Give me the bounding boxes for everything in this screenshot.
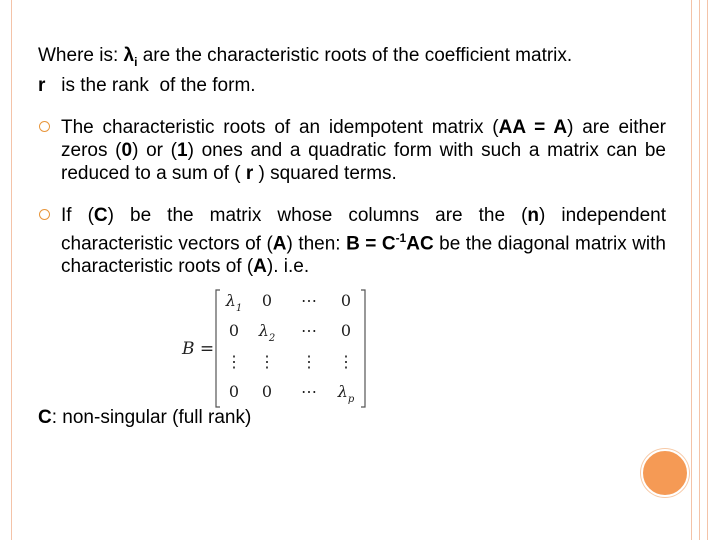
slide-content	[38, 44, 666, 297]
footer-note: C: non-singular (full rank)	[38, 407, 252, 428]
definition-lambda: Where is: $\lambda_i$ are the characteristic roots of the coefficient matrix.	[38, 45, 573, 69]
matrix-cells	[225, 291, 355, 405]
right-bracket	[361, 290, 365, 407]
bullet-diagonalization: If (C) be the matrix whose columns are the (n) independent characteristic vectors of (A) then: $B = C^{-1}AC$ be the diagonal matrix with characteristic roots of (A). i.e.	[38, 204, 666, 278]
left-bracket	[216, 290, 220, 407]
frame-line-right-mid	[699, 0, 700, 540]
circle-bullet-icon	[39, 209, 50, 220]
matrix-cell: ⋯	[301, 321, 317, 340]
matrix-cell: $\lambda_p$	[337, 382, 355, 405]
matrix-cell: ⋮	[301, 352, 317, 371]
matrix-cell: 0	[340, 321, 352, 340]
matrix-lhs: B =	[182, 339, 215, 359]
matrix-cell: 0	[228, 321, 240, 340]
matrix-cell: $\lambda_1$	[225, 291, 243, 314]
matrix-cell: ⋮	[259, 352, 275, 371]
definition-rank: r is the rank of the form.	[38, 74, 256, 96]
matrix-cell: ⋯	[301, 382, 317, 401]
matrix-cell: $\lambda_2$	[258, 321, 276, 344]
circle-bullet-icon	[39, 121, 50, 132]
matrix-cell: ⋮	[226, 352, 242, 371]
matrix-cell: ⋯	[301, 291, 317, 310]
frame-line-right-inner	[691, 0, 692, 540]
diagonal-matrix	[176, 283, 376, 413]
matrix-cell: 0	[340, 291, 352, 310]
matrix-cell: 0	[261, 291, 273, 310]
decorative-circle	[641, 449, 689, 497]
frame-line-left	[11, 0, 12, 540]
matrix-cell: ⋮	[338, 352, 354, 371]
matrix-cell: 0	[228, 382, 240, 401]
frame-line-right-outer	[707, 0, 708, 540]
bullet-idempotent: The characteristic roots of an idempotent matrix (AA = A) are either zeros (0) or (1) ones and a quadratic form with such a matrix can be reduced to a sum of ( r ) squared terms.	[38, 116, 666, 185]
matrix-cell: 0	[261, 382, 273, 401]
